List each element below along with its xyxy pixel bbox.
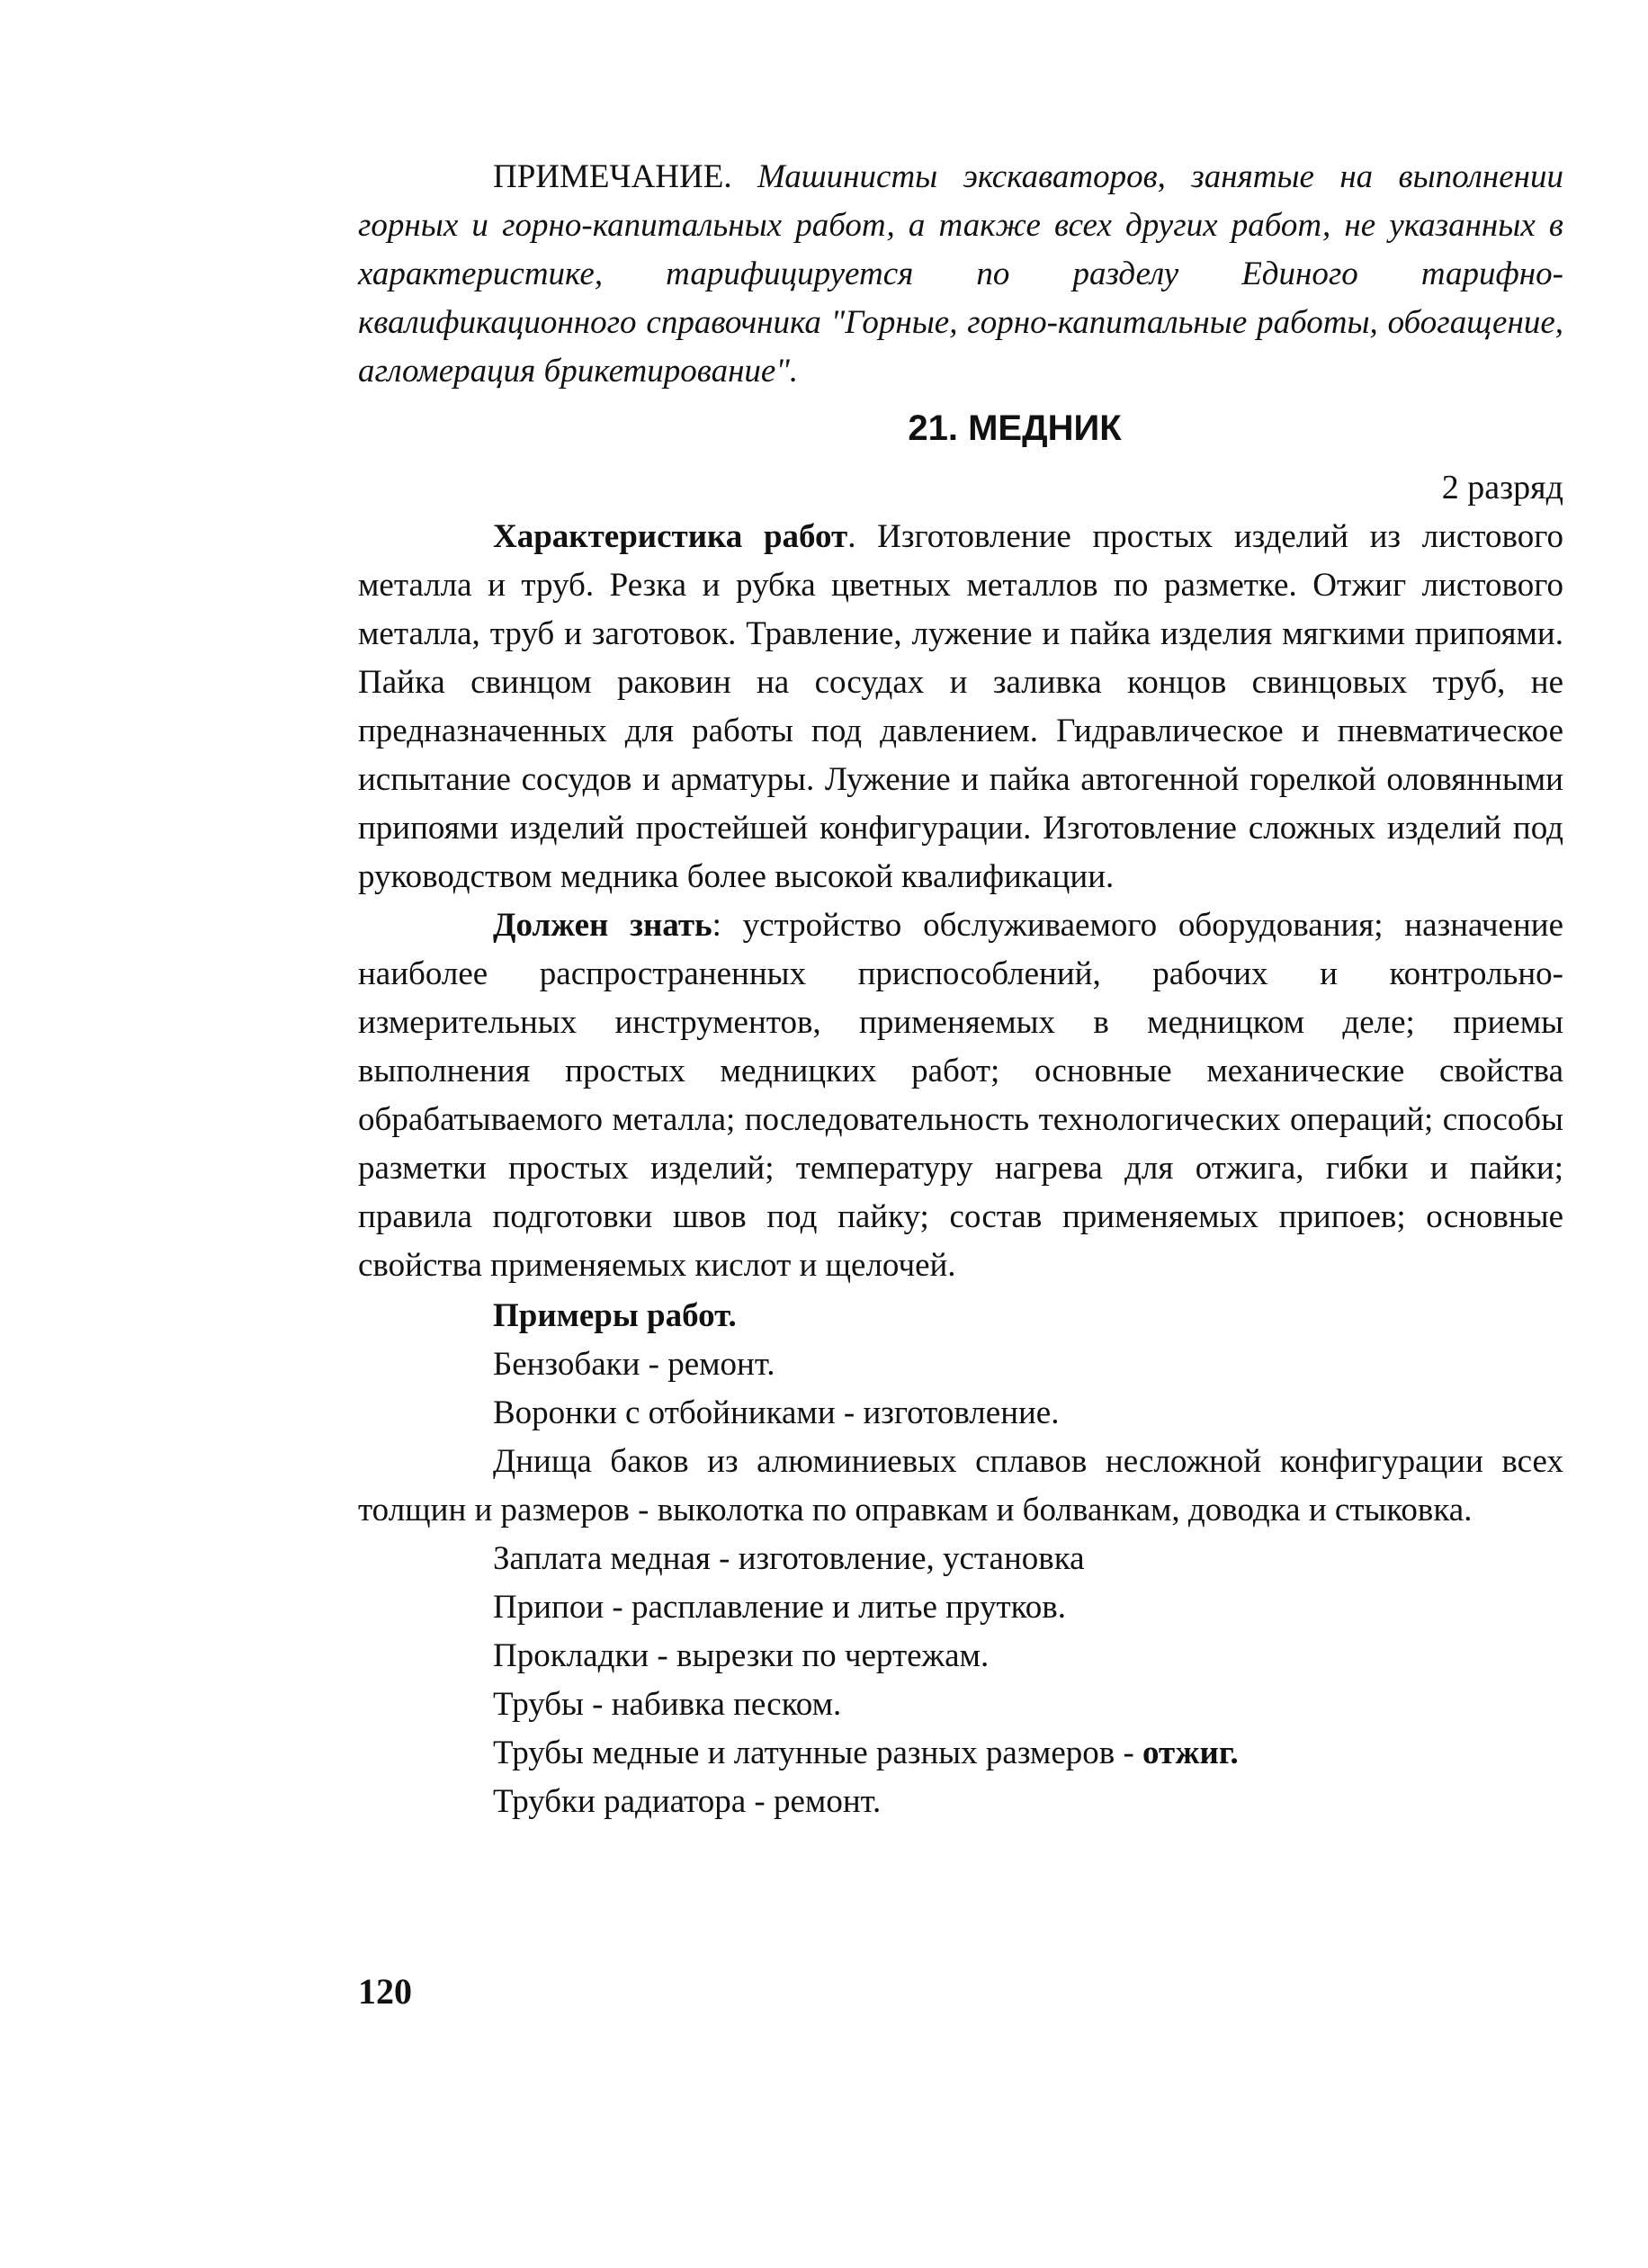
example-item: Днища баков из алюминиевых сплавов несложной конфигурации всех толщин и размеров - выколотка по оправкам и болванкам, доводка и стыковка. bbox=[358, 1443, 1563, 1528]
grade-label: 2 разряд bbox=[1441, 469, 1563, 506]
characteristics-text: . Изготовление простых изделий из листового металла и труб. Резка и рубка цветных металлов по разметке. Отжиг листового металла, труб и заготовок. Травление, лужение и пайка изделия мягкими припоями. Пайка свинцом раковин на сосудах и заливка концов свинцовых труб, не предназначенных для работы под давлением. Гидравлическое и пневматическое испытание сосудов и арматуры. Лужение и пайка автогенной горелкой оловянными припоями изделий простейшей конфигурации. Изготовление сложных изделий под руководством медника более высокой квалификации. bbox=[358, 518, 1563, 895]
example-item: Трубы - набивка песком. bbox=[493, 1686, 842, 1723]
example-item: Припои - расплавление и литье прутков. bbox=[493, 1589, 1066, 1626]
note-text: Машинисты экскаваторов, занятые на выполнении горных и горно-капитальных работ, а также всех других работ, не указанных в характеристике, тарифицируется по разделу Единого тарифно-квалификационного справочника "Горные, горно-капитальные работы, обогащение, агломерация брикетирование". bbox=[358, 158, 1564, 390]
section-title: 21. МЕДНИК bbox=[908, 408, 1122, 448]
page-body bbox=[358, 153, 1563, 1826]
page-number: 120 bbox=[358, 1971, 412, 2012]
characteristics-paragraph bbox=[358, 513, 1563, 901]
example-item: Воронки с отбойниками - изготовление. bbox=[493, 1394, 1060, 1431]
example-item: Заплата медная - изготовление, установка bbox=[493, 1540, 1085, 1577]
knowledge-paragraph bbox=[358, 901, 1563, 1290]
knowledge-label: Должен знать bbox=[493, 907, 712, 944]
examples-title: Примеры работ. bbox=[493, 1297, 737, 1334]
note-paragraph bbox=[358, 153, 1563, 396]
example-item: Трубки радиатора - ремонт. bbox=[493, 1783, 882, 1820]
note-label: ПРИМЕЧАНИЕ. bbox=[493, 158, 732, 195]
example-item-pipes-text: Трубы медные и латунные разных размеров - bbox=[493, 1735, 1143, 1771]
example-item-pipes bbox=[358, 1729, 1563, 1778]
knowledge-text: : устройство обслуживаемого оборудования; назначение наиболее распространенных приспособлений, рабочих и контрольно-измерительных инструментов, применяемых в медницком деле; приемы выполнения простых медницких работ; основные механические свойства обрабатываемого металла; последовательность технологических операций; способы разметки простых изделий; температуру нагрева для отжига, гибки и пайки; правила подготовки швов под пайку; состав применяемых припоев; основные свойства применяемых кислот и щелочей. bbox=[358, 907, 1563, 1284]
example-item: Прокладки - вырезки по чертежам. bbox=[493, 1637, 990, 1674]
example-item: Бензобаки - ремонт. bbox=[493, 1346, 775, 1383]
characteristics-label: Характеристика работ bbox=[493, 518, 848, 555]
example-item-pipes-bold: отжиг. bbox=[1142, 1735, 1239, 1771]
